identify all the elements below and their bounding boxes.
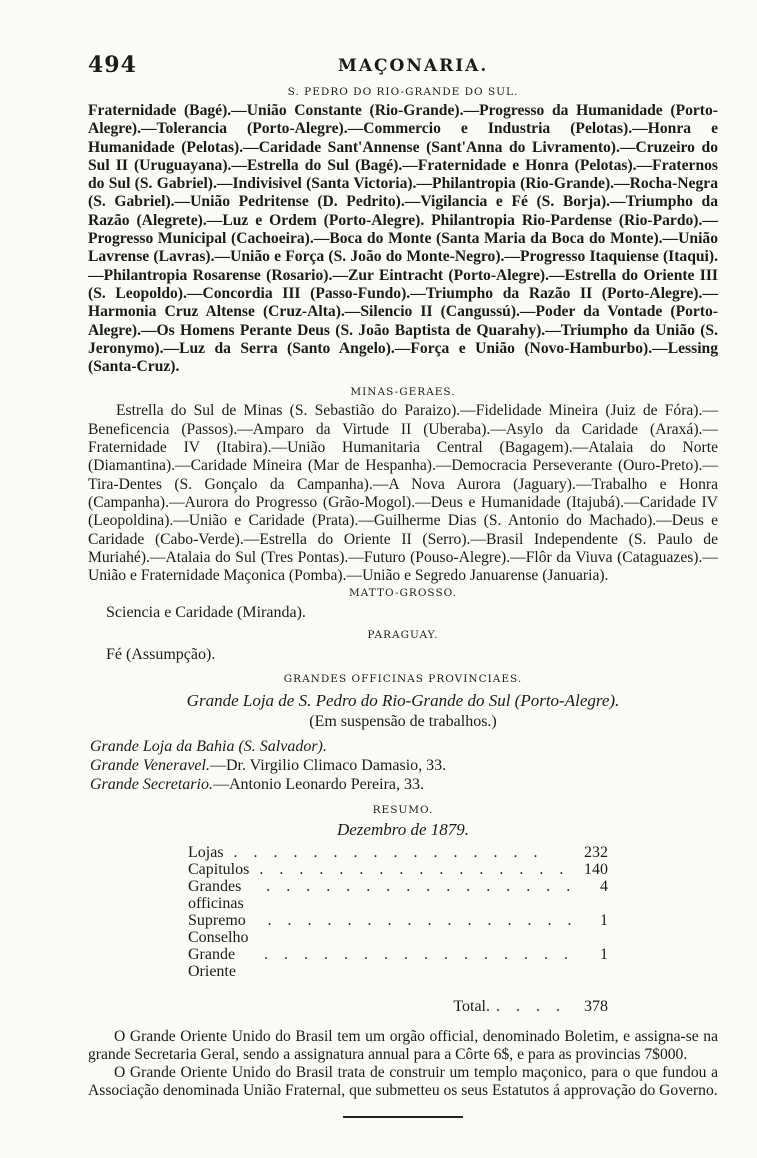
resumo-value: 140 bbox=[584, 861, 608, 879]
lodge-list-matto-grosso: Sciencia e Caridade (Miranda). bbox=[106, 604, 306, 622]
resumo-row bbox=[188, 878, 608, 912]
section-heading-minas: MINAS-GERAES. bbox=[350, 386, 456, 399]
section-heading-paraguay: PARAGUAY. bbox=[367, 629, 439, 642]
resumo-value: 1 bbox=[600, 912, 608, 930]
grande-loja-bahia-text: Grande Loja da Bahia (S. Salvador). bbox=[90, 738, 327, 756]
resumo-label: Grandes officinas bbox=[188, 878, 244, 913]
lodge-list-rio-grande: Fraternidade (Bagé).—União Constante (Rio-Grande).—Progresso da Humanidade (Porto-Alegre).—Tolerancia (Porto-Alegre).—Commercio e Industria (Pelotas).—Honra e Humanidade (Pelotas).—Caridade Sant'Annense (Sant'Anna do Livramento).—Cruzeiro do Sul II (Uruguayana).—Estrella do Sul (Bagé).—Fraternidade e Honra (Pelotas).—Fraternos do Sul (S. Gabriel).—Indivisivel (Santa Victoria).—Philantropia (Rio-Grande).—Rocha-Negra (S. Gabriel).—União Pedritense (D. Pedrito).—Vigilancia e Fé (S. Borja).—Triumpho da Razão (Alegrete).—Luz e Ordem (Porto-Alegre). Philantropia Rio-Pardense (Rio-Pardo).—Progresso Municipal (Cachoeira).—Boca do Monte (Santa Maria da Boca do Monte).—União Lavrense (Lavras).—União e Força (S. João do Monte-Negro).—Progresso Itaquiense (Itaqui).—Philantropia Rosarense (Rosario).—Zur Eintracht (Porto-Alegre).—Estrella do Oriente III (S. Leopoldo).—Concordia III (Passo-Fundo).—Triumpho da Razão II (Porto-Alegre).—Harmonia Cruz Altense (Cruz-Alta).—Silencio II (Cangussú).—Poder da Vontade (Porto-Alegre).—Os Homens Perante Deus (S. João Baptista de Quarahy).—Triumpho da União (S. Jeronymo).—Luz da Serra (Santo Angelo).—Força e União (Novo-Hamburbo).—Lessing (Santa-Cruz). bbox=[88, 102, 718, 376]
section-heading-matto-grosso: MATTO-GROSSO. bbox=[349, 587, 457, 600]
resumo-row bbox=[188, 844, 608, 861]
lodge-list-paraguay: Fé (Assumpção). bbox=[106, 646, 216, 664]
resumo-label: Lojas bbox=[188, 844, 224, 862]
closing-paragraph-boletim: O Grande Oriente Unido do Brasil tem um orgão official, denominado Boletim, e assigna-se na grande Secretaria Geral, sendo a assignatura annual para a Côrte 6$, e para as provincias 7$000. bbox=[88, 1028, 718, 1064]
resumo-label: Grande Oriente bbox=[188, 946, 236, 981]
page-number: 494 bbox=[88, 52, 137, 78]
veneravel-title: Grande Veneravel. bbox=[90, 757, 210, 775]
book-page bbox=[88, 52, 718, 1118]
secretario-name: —Antonio Leonardo Pereira, 33. bbox=[212, 776, 424, 794]
resumo-label: Capitulos bbox=[188, 861, 250, 879]
grande-loja-bahia bbox=[90, 737, 718, 756]
section-heading-rio-grande: S. PEDRO DO RIO-GRANDE DO SUL. bbox=[287, 86, 519, 98]
resumo-date: Dezembro de 1879. bbox=[336, 820, 470, 840]
section-heading-resumo: RESUMO. bbox=[372, 804, 434, 817]
grande-loja-rio-grande: Grande Loja de S. Pedro do Rio-Grande do Sul (Porto-Alegre). bbox=[186, 691, 620, 711]
lodge-list-minas: Estrella do Sul de Minas (S. Sebastião do Paraizo).—Fidelidade Mineira (Juiz de Fóra).—Beneficencia (Passos).—Amparo da Virtude II (Uberaba).—Asylo da Caridade (Araxá).—Fraternidade IV (Itabira).—União Humanitaria Central (Bagagem).—Atalaia do Norte (Diamantina).—Caridade Mineira (Mar de Hespanha).—Democracia Perseverante (Ouro-Preto).—Tira-Dentes (S. Gonçalo da Campanha).—A Nova Aurora (Jaguary).—Trabalho e Honra (Campanha).—Aurora do Progresso (Grão-Mogol).—Deus e Humanidade (Itajubá).—Caridade IV (Leopoldina).—União e Caridade (Prata).—Guilherme Dias (S. Antonio do Machado).—Deus e Caridade (Cabo-Verde).—Estrella do Oriente II (Serro).—Brasil Independente (S. Paulo de Muriahé).—Atalaia do Sul (Tres Pontas).—Futuro (Pouso-Alegre).—Flôr da Viuva (Cataguazes).—União e Fraternidade Maçonica (Pomba).—União e Segredo Januarense (Januaria). bbox=[88, 402, 718, 585]
running-title: MAÇONARIA. bbox=[338, 56, 489, 76]
leader-dots: . . . . . . . . . . . . . . . . bbox=[259, 861, 570, 879]
leader-dots: . . . . . . . . . . . . . . . . bbox=[264, 946, 575, 964]
leader-dots: . . . . . . . . . . . . . . . . bbox=[233, 844, 544, 862]
resumo-label: Supremo Conselho bbox=[188, 912, 249, 947]
secretario-title: Grande Secretario. bbox=[90, 776, 213, 794]
section-heading-provinciaes: GRANDES OFFICINAS PROVINCIAES. bbox=[283, 673, 523, 686]
end-rule bbox=[343, 1116, 463, 1118]
resumo-row bbox=[188, 861, 608, 878]
grande-secretario bbox=[90, 775, 718, 794]
resumo-value: 1 bbox=[600, 946, 608, 964]
leader-dots: . . . . bbox=[496, 998, 566, 1016]
suspensao-note: (Em suspensão de trabalhos.) bbox=[309, 713, 497, 731]
leader-dots: . . . . . . . . . . . . . . . . bbox=[266, 878, 577, 896]
resumo-row bbox=[188, 946, 608, 980]
resumo-row bbox=[188, 912, 608, 946]
resumo-table bbox=[188, 844, 608, 1016]
closing-paragraph-templo: O Grande Oriente Unido do Brasil trata de construir um templo maçonico, para o que fundou a Associação denominada União Fraternal, que submetteu os seus Estatutos á approvação do Governo. bbox=[88, 1064, 718, 1100]
resumo-value: 232 bbox=[584, 844, 608, 862]
total-label: Total. bbox=[453, 998, 490, 1016]
grande-veneravel bbox=[90, 756, 718, 775]
resumo-total bbox=[188, 998, 608, 1016]
veneravel-name: —Dr. Virgilio Climaco Damasio, 33. bbox=[209, 757, 447, 775]
page-header bbox=[88, 52, 718, 82]
resumo-value: 4 bbox=[600, 878, 608, 896]
total-value: 378 bbox=[584, 998, 608, 1016]
leader-dots: . . . . . . . . . . . . . . . . bbox=[267, 912, 578, 930]
